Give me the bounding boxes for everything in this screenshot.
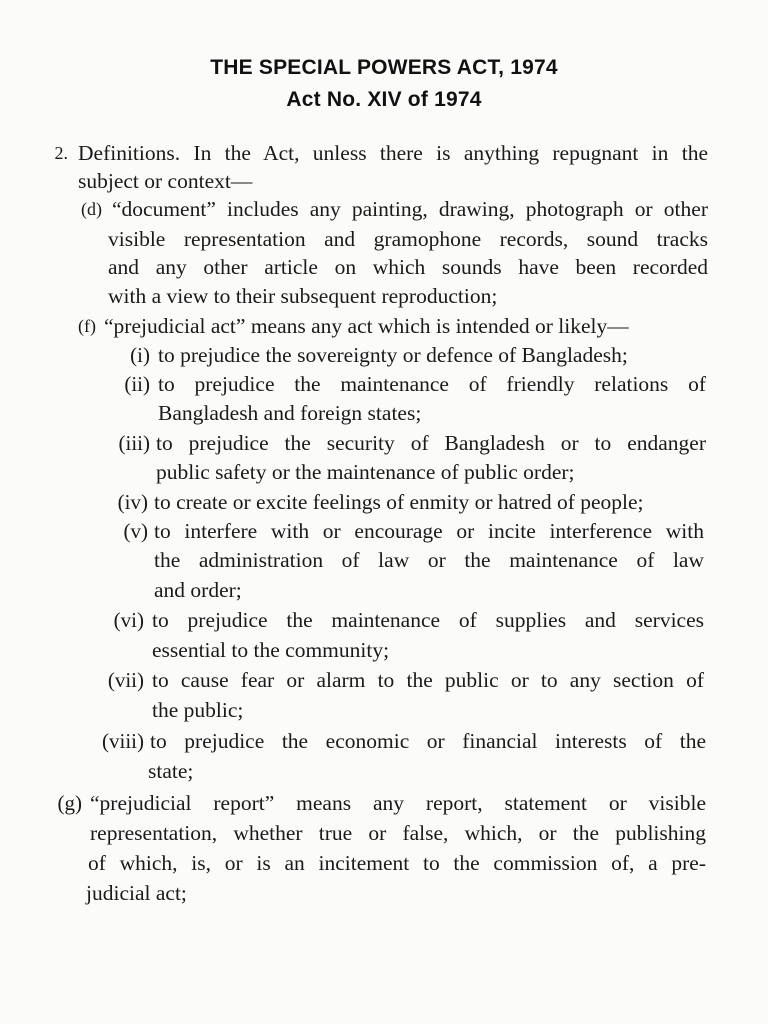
clause-d-mark: (d) — [81, 199, 102, 219]
item-line: and order; — [154, 578, 242, 602]
item-line: state; — [148, 759, 194, 783]
item-line: to prejudice the security of Bangladesh or to endanger — [156, 431, 706, 455]
clause-f-intro: “prejudicial act” means any act which is intended or likely— — [104, 314, 629, 338]
section-intro-line: Definitions. In the Act, unless there is anything repugnant in the — [78, 141, 708, 165]
section-intro-line: subject or context— — [78, 169, 253, 193]
item-line: to cause fear or alarm to the public or to any section of — [152, 668, 704, 692]
clause-g-line: “prejudicial report” means any report, statement or visible — [90, 791, 706, 815]
item-mark: (vii) — [107, 668, 144, 692]
clause-d-line: visible representation and gramophone records, sound tracks — [108, 227, 708, 251]
item-mark: (v) — [123, 519, 148, 543]
item-line: to prejudice the maintenance of supplies and services — [152, 608, 704, 632]
item-line: to prejudice the economic or financial interests of the — [150, 729, 706, 753]
item-mark: (iii) — [118, 431, 150, 455]
item-line: to create or excite feelings of enmity or hatred of people; — [154, 490, 644, 514]
clause-g-mark: (g) — [57, 791, 82, 815]
item-mark: (viii) — [102, 729, 144, 753]
item-mark: (vi) — [113, 608, 144, 632]
document-title: THE SPECIAL POWERS ACT, 1974 — [210, 56, 558, 79]
item-mark: (i) — [130, 343, 150, 367]
item-line: essential to the community; — [152, 638, 390, 662]
clause-d-line: “document” includes any painting, drawing, photograph or other — [112, 197, 708, 221]
clause-f-mark: (f) — [78, 316, 96, 336]
item-mark: (ii) — [124, 372, 150, 396]
clause-d-line: and any other article on which sounds have been recorded — [108, 255, 708, 279]
clause-g-line: representation, whether true or false, which, or the publishing — [90, 821, 706, 845]
clause-g-line: of which, is, or is an incitement to the commission of, a pre- — [88, 851, 706, 875]
item-line: the administration of law or the maintenance of law — [154, 548, 704, 572]
clause-d-line: with a view to their subsequent reproduction; — [108, 284, 498, 308]
item-mark: (iv) — [117, 490, 148, 514]
item-line: Bangladesh and foreign states; — [158, 401, 422, 425]
item-line: the public; — [152, 698, 244, 722]
item-line: to prejudice the maintenance of friendly relations of — [158, 372, 706, 396]
item-line: public safety or the maintenance of public order; — [156, 460, 575, 484]
item-line: to prejudice the sovereignty or defence of Bangladesh; — [158, 343, 628, 367]
section-number: 2. — [54, 143, 68, 163]
item-line: to interfere with or encourage or incite interference with — [154, 519, 704, 543]
document-subtitle: Act No. XIV of 1974 — [286, 88, 482, 111]
clause-g-line: judicial act; — [86, 881, 187, 905]
